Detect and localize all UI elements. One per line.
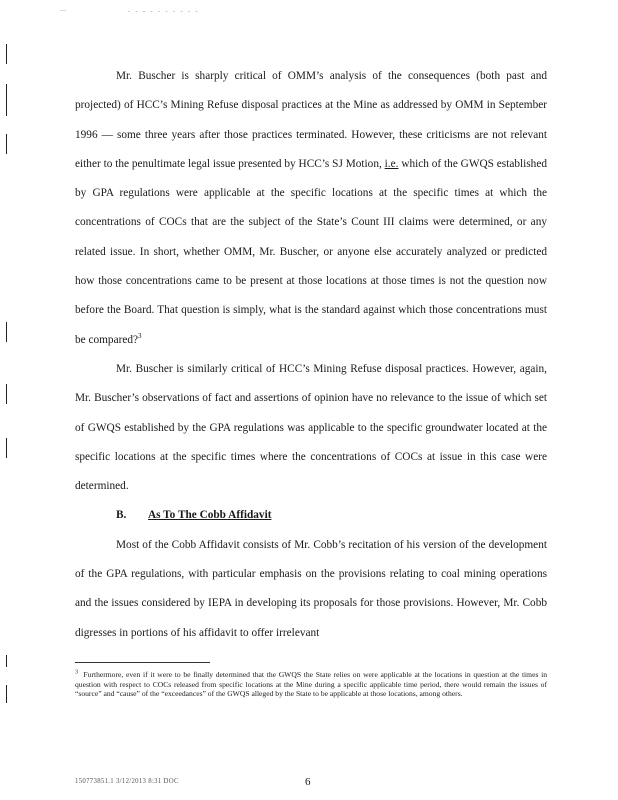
- revision-bar: [6, 685, 7, 703]
- document-body: [75, 62, 547, 648]
- ie-abbreviation: i.e.: [384, 157, 399, 170]
- revision-bar: [6, 655, 7, 667]
- revision-bar: [6, 84, 7, 116]
- revision-bar: [6, 44, 7, 64]
- header-scan-mark: - - - - - - - - - -: [128, 9, 200, 15]
- section-title: As To The Cobb Affidavit: [148, 509, 272, 522]
- paragraph-cobb-affidavit: Most of the Cobb Affidavit consists of Mr. Cobb’s recitation of his version of the development of the GPA regulations, with particular emphasis on the provisions relating to coal mining operations and the issues considered by IEPA in developing its proposals for those provisions. However, Mr. Cobb digresses in portions of his affidavit to offer irrelevant: [75, 538, 547, 639]
- paragraph-text: which of the GWQS established by GPA regulations were applicable at the specific locations at the specific times at which the concentrations of COCs that are the subject of the State’s Count III claims were determined, or any related issue. In short, whether OMM, Mr. Buscher, or anyone else accurately analyzed or predicted how those concentrations came to be present at those locations at those times is not the question now before the Board. That question is simply, what is the standard against which those concentrations must be compared?: [75, 157, 547, 346]
- footnote-reference: 3: [138, 331, 142, 340]
- footnote-text: Furthermore, even if it were to be finally determined that the GWQS the State relies on were applicable at the locations in question at the times in question with respect to COCs released from specific locations at the Mine during a specific applicable time period, there would remain the issues of “source” and “cause” of the “exceedances” of the GWQS alleged by the State to be applicable at those locations, among others.: [75, 670, 548, 699]
- section-number: B.: [116, 509, 127, 522]
- revision-bar: [6, 384, 7, 404]
- footnote-divider: [75, 662, 210, 663]
- revision-bar: [6, 134, 7, 154]
- paragraph-buscher-refuse-practices: Mr. Buscher is similarly critical of HCC’s Mining Refuse disposal practices. However, again, Mr. Buscher’s observations of fact and assertions of opinion have no relevance to the issue of which set of GWQS established by the GPA regulations was applicable to the specific groundwater located at the specific locations at the specific times where the concentrations of COCs at issue in this case were determined.: [75, 362, 547, 493]
- revision-bar: [6, 322, 7, 342]
- footnote-marker: 3: [75, 669, 78, 676]
- paragraph-buscher-critical-omm: [75, 62, 547, 355]
- revision-bar: [6, 438, 7, 458]
- section-heading: [75, 501, 547, 530]
- document-id: 150773851.1 3/12/2013 8:31 DOC: [75, 778, 179, 785]
- footnote: [75, 670, 547, 699]
- header-dash-mark: —: [60, 8, 66, 14]
- paragraph-text: Mr. Buscher is sharply critical of OMM’s analysis of the consequences (both past and projected) of HCC’s Mining Refuse disposal practices at the Mine as addressed by OMM in September 1996 — some three years after those practices terminated. However, these criticisms are not relevant either to the penultimate legal issue presented by HCC’s SJ Motion,: [75, 70, 547, 170]
- page-number: 6: [305, 776, 311, 788]
